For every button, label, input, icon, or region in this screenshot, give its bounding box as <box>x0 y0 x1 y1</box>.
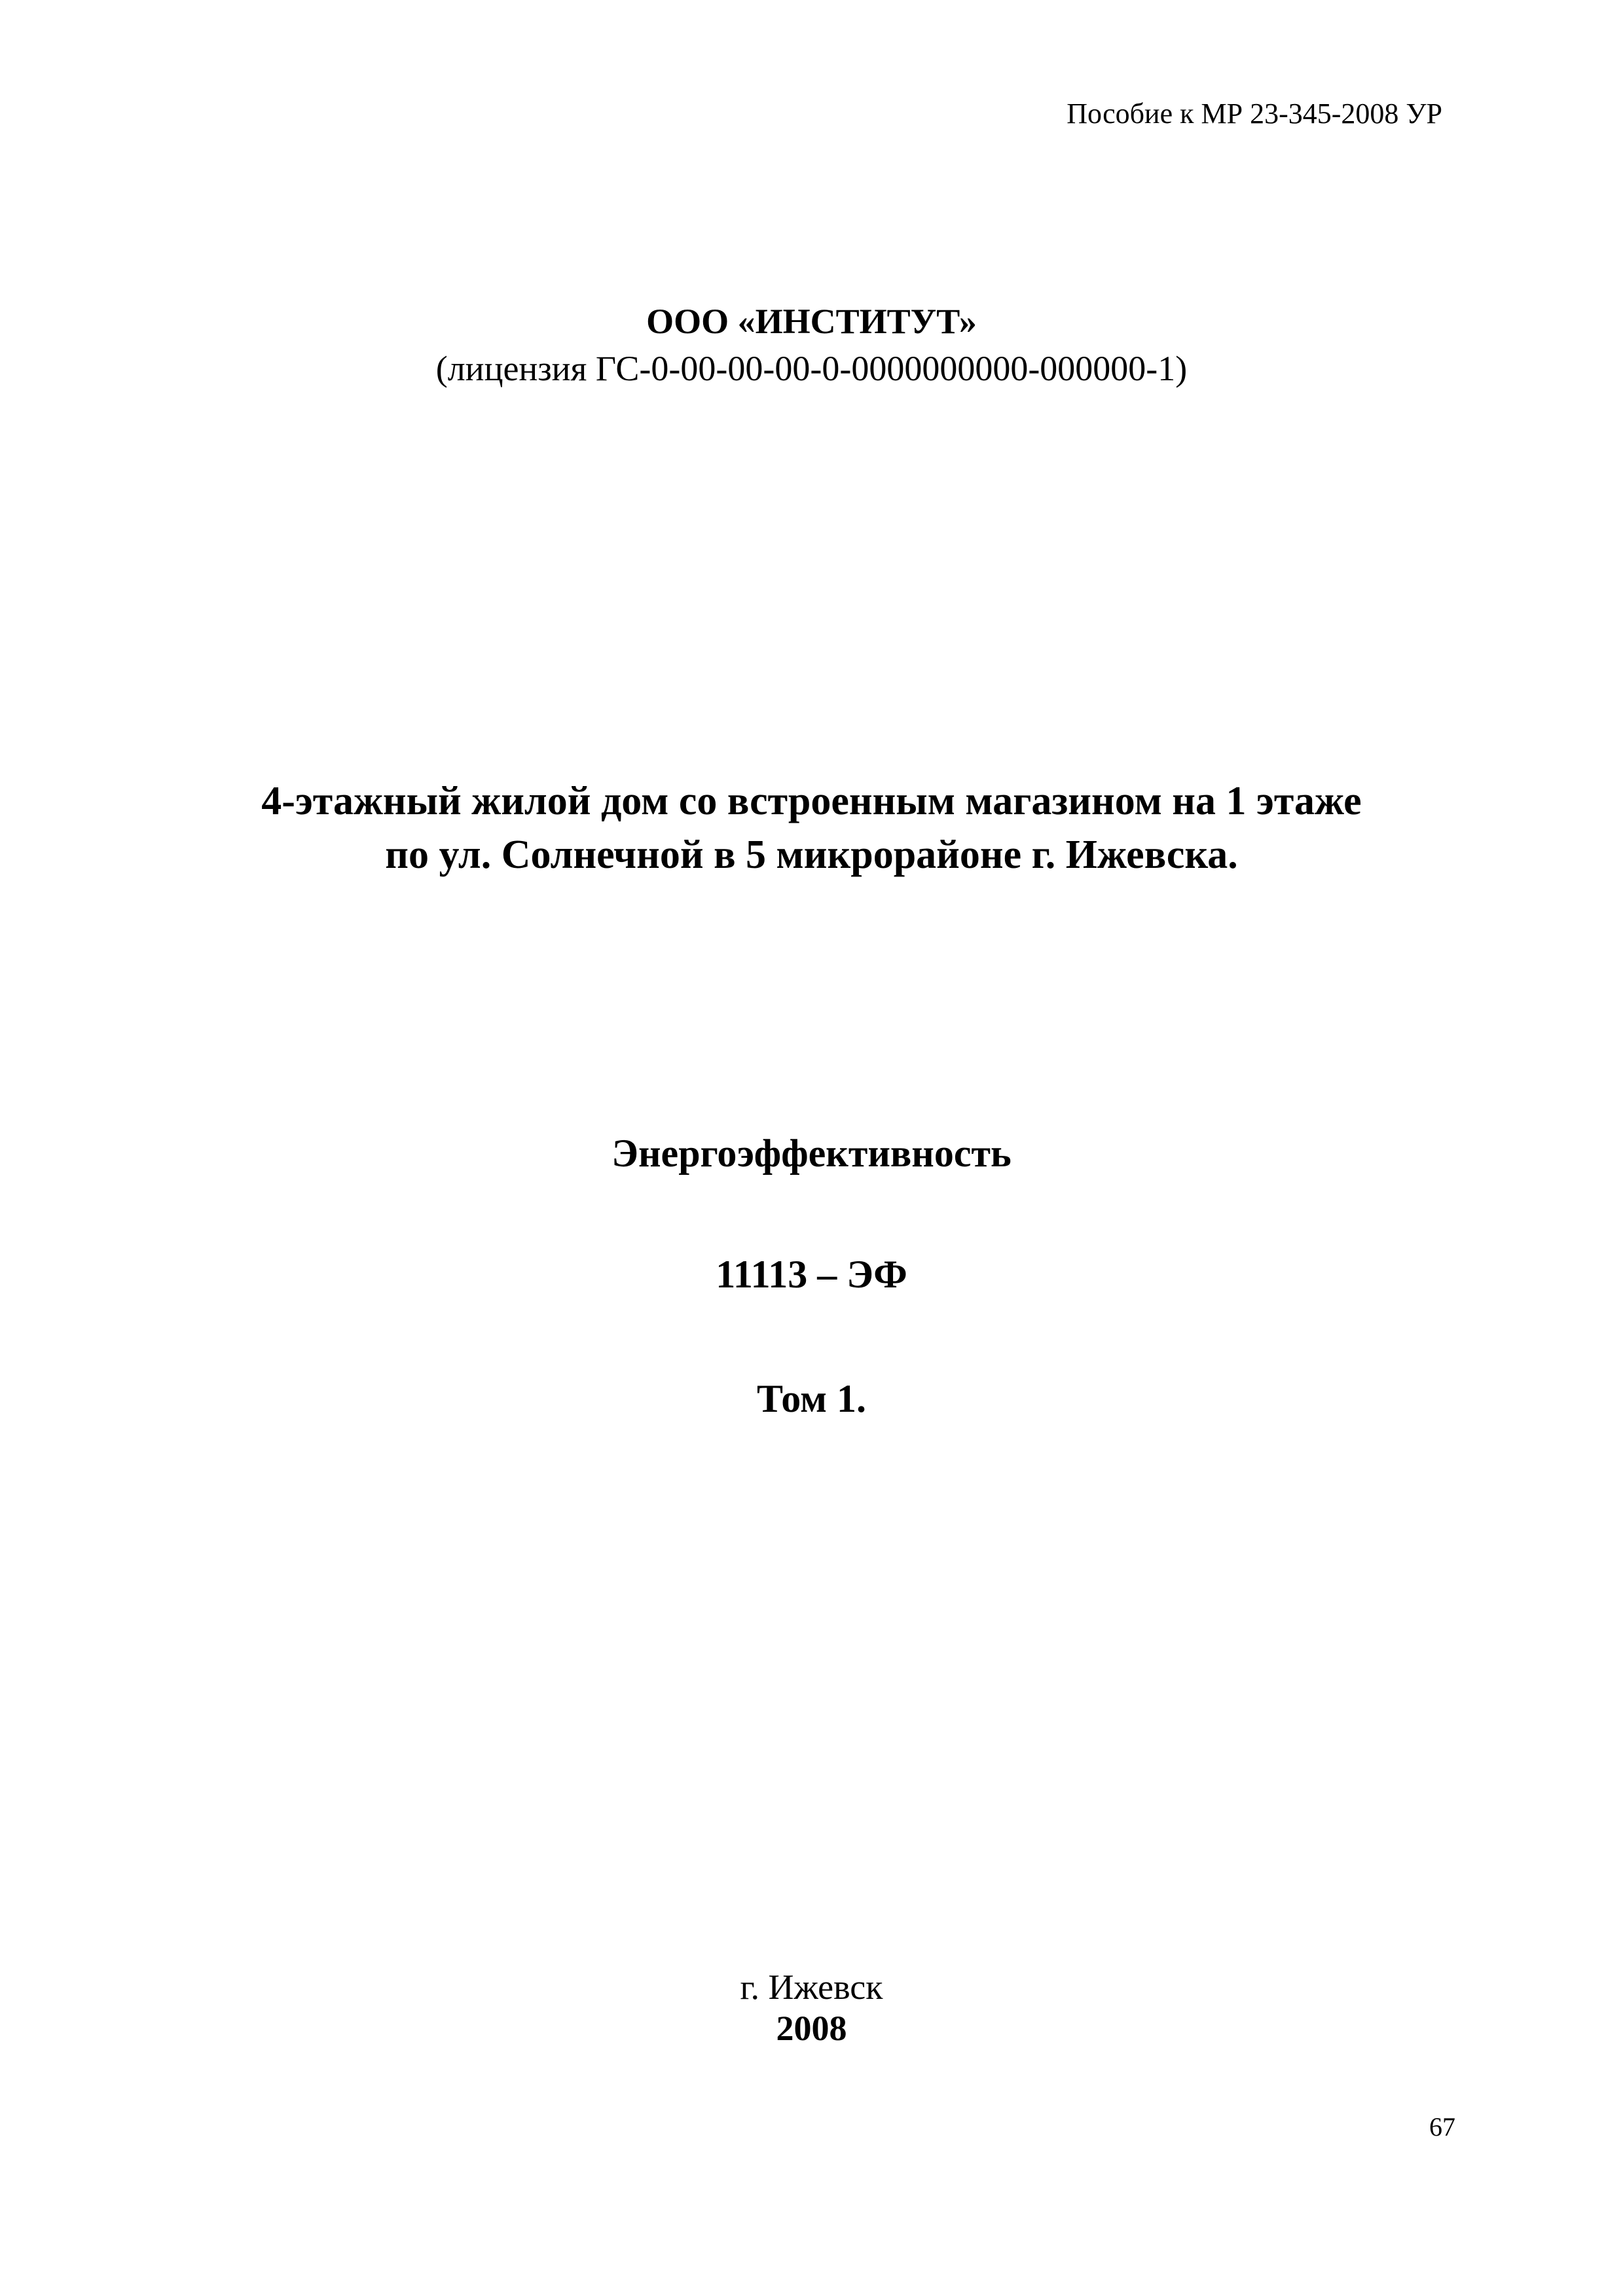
section-name: Энергоэффективность <box>611 1132 1012 1175</box>
project-title <box>0 774 1623 882</box>
organization-name: ООО «ИНСТИТУТ» <box>646 302 977 341</box>
organization-license: (лицензия ГС-0-00-00-00-0-0000000000-000000-1) <box>435 349 1188 388</box>
project-title-line-2: по ул. Солнечной в 5 микрорайоне г. Ижевска. <box>385 833 1238 877</box>
publication-year: 2008 <box>776 2009 847 2048</box>
document-code: 11113 – ЭФ <box>716 1253 907 1296</box>
page-number: 67 <box>1429 2112 1455 2142</box>
project-title-line-1: 4-этажный жилой дом со встроенным магазином на 1 этаже <box>261 779 1362 823</box>
city-name: г. Ижевск <box>740 1967 883 2007</box>
volume-number: Том 1. <box>756 1377 867 1420</box>
document-reference: Пособие к МР 23-345-2008 УР <box>1067 98 1442 130</box>
